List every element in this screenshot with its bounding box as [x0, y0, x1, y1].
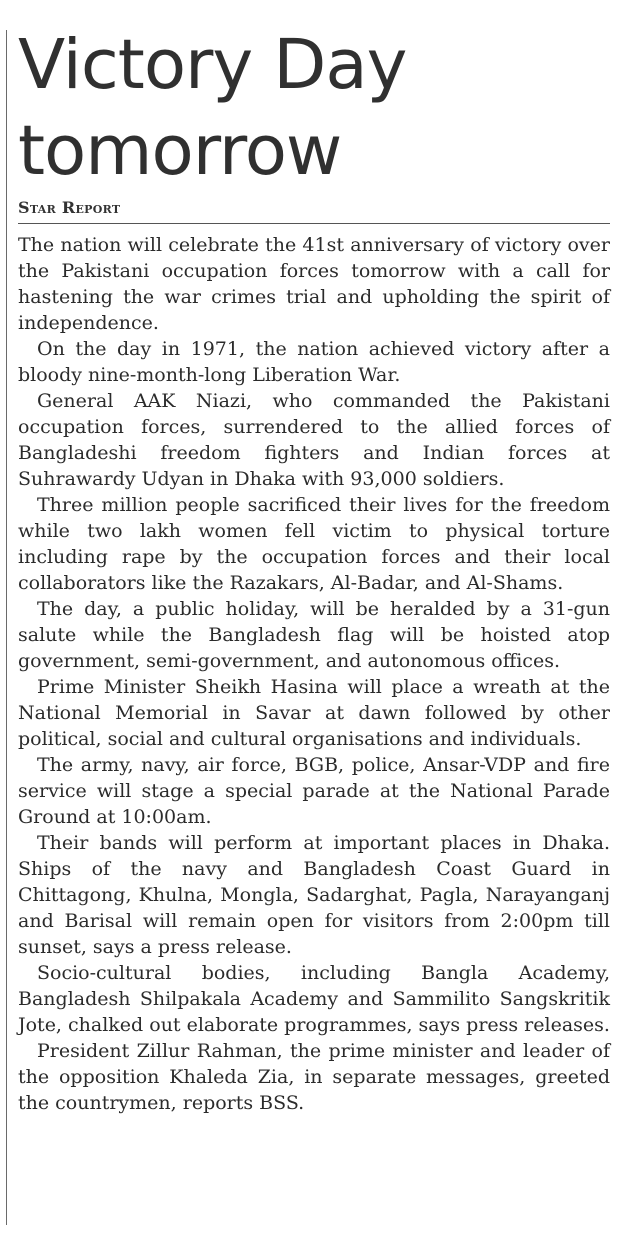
column-rule	[6, 30, 7, 1225]
paragraph: General AAK Niazi, who commanded the Pakistani occupation forces, surrendered to the allied forces of Bangladeshi freedom fighters and Indian forces at Suhrawardy Udyan in Dhaka with 93,000 soldiers.	[18, 390, 610, 490]
paragraph: The army, navy, air force, BGB, police, Ansar-VDP and fire service will stage a special parade at the National Parade Ground at 10:00am.	[18, 754, 610, 828]
paragraph: Three million people sacrificed their lives for the freedom while two lakh women fell victim to physical torture including rape by the occupation forces and their local collaborators like the Razakars, Al-Badar, and Al-Shams.	[18, 494, 610, 594]
paragraph: The nation will celebrate the 41st anniversary of victory over the Pakistani occupation forces tomorrow with a call for hastening the war crimes trial and upholding the spirit of independence.	[18, 234, 610, 334]
paragraph: Their bands will perform at important places in Dhaka. Ships of the navy and Bangladesh Coast Guard in Chittagong, Khulna, Mongla, Sadarghat, Pagla, Narayanganj and Barisal will remain open for visitors from 2:00pm till sunset, says a press release.	[18, 832, 610, 958]
news-article	[18, 22, 610, 1116]
paragraph: Prime Minister Sheikh Hasina will place a wreath at the National Memorial in Savar at dawn followed by other political, social and cultural organisations and individuals.	[18, 676, 610, 750]
headline: Victory Day tomorrow	[18, 25, 407, 191]
paragraph: The day, a public holiday, will be heralded by a 31-gun salute while the Bangladesh flag will be hoisted atop government, semi-government, and autonomous offices.	[18, 598, 610, 672]
byline: Star Report	[18, 198, 610, 224]
paragraph: President Zillur Rahman, the prime minister and leader of the opposition Khaleda Zia, in separate messages, greeted the countrymen, reports BSS.	[18, 1040, 610, 1114]
paragraph: Socio-cultural bodies, including Bangla Academy, Bangladesh Shilpakala Academy and Sammilito Sangskritik Jote, chalked out elaborate programmes, says press releases.	[18, 962, 610, 1036]
article-body	[18, 232, 610, 1116]
paragraph: On the day in 1971, the nation achieved victory after a bloody nine-month-long Liberation War.	[18, 338, 610, 386]
